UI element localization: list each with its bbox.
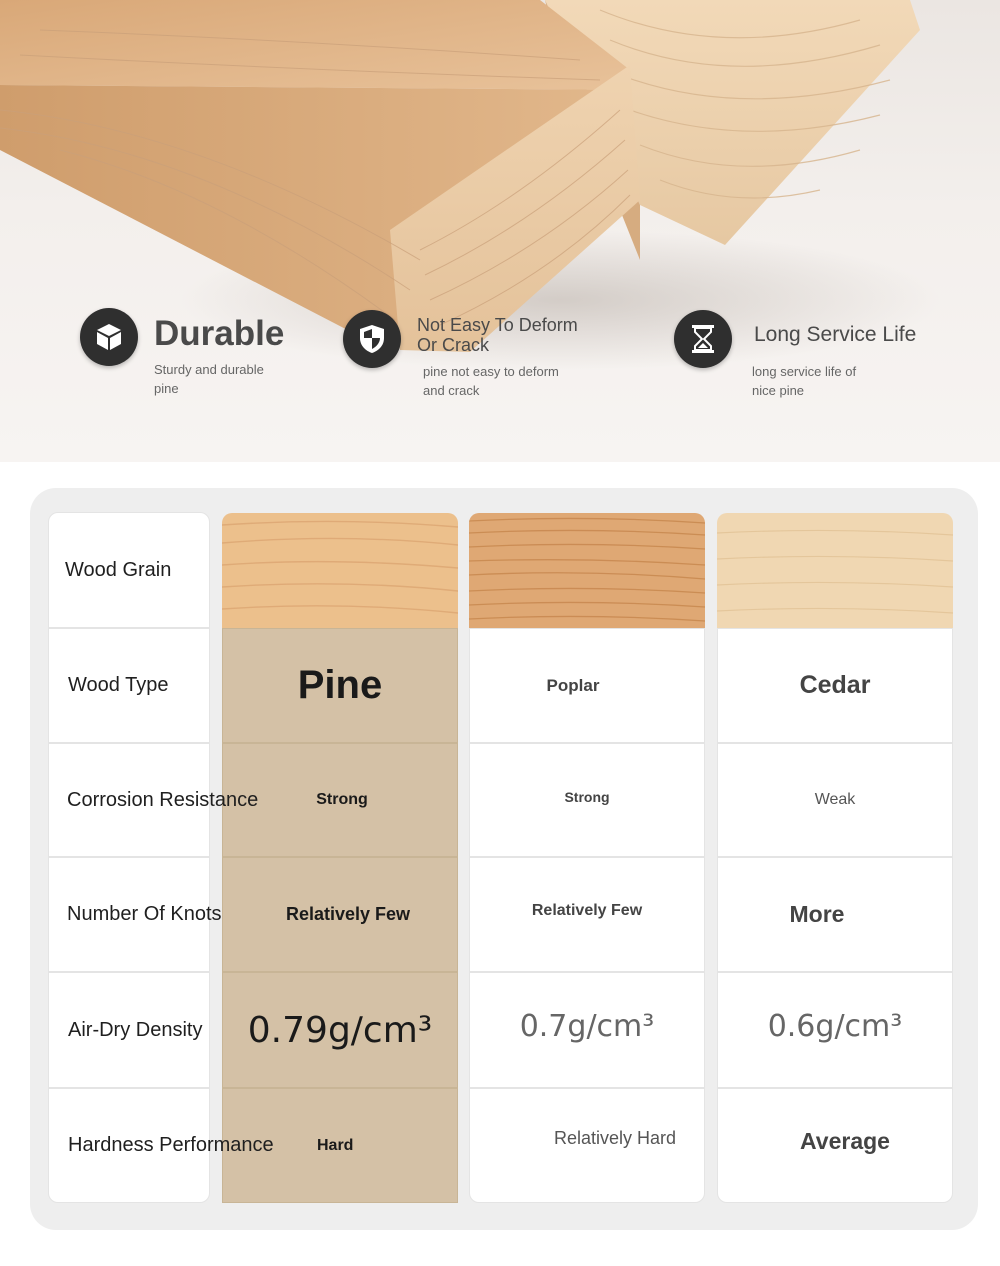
row-label-number-of-knots bbox=[48, 857, 222, 972]
row-label-text: Wood Grain bbox=[65, 558, 172, 581]
hourglass-icon-badge bbox=[674, 310, 732, 368]
pine-density: 0.79g/cm³ bbox=[247, 1009, 433, 1051]
cedar-hardness: Average bbox=[800, 1128, 890, 1154]
pine-type: Pine bbox=[297, 663, 383, 707]
feature-title-line: Not Easy To Deform bbox=[417, 315, 578, 335]
feature-description-line: long service life of bbox=[752, 364, 857, 379]
poplar-grain-swatch bbox=[469, 513, 705, 628]
cedar-corrosion-cell bbox=[717, 743, 953, 857]
poplar-hardness-cell bbox=[469, 1088, 705, 1203]
shield-icon bbox=[357, 323, 387, 355]
poplar-density: 0.7g/cm³ bbox=[519, 1008, 655, 1044]
pine-type-cell bbox=[222, 628, 458, 743]
row-label-corrosion-resistance bbox=[48, 743, 259, 857]
cedar-type: Cedar bbox=[799, 671, 871, 699]
pine-density-cell bbox=[222, 972, 458, 1088]
poplar-knots-cell bbox=[469, 857, 705, 972]
cedar-density: 0.6g/cm³ bbox=[767, 1008, 903, 1044]
hero-banner bbox=[0, 0, 1000, 462]
feature-durable bbox=[80, 308, 300, 408]
row-label-wood-type bbox=[48, 628, 210, 743]
box-icon bbox=[93, 321, 125, 353]
feature-description-line: pine bbox=[154, 381, 179, 396]
row-label-text: Corrosion Resistance bbox=[67, 788, 259, 811]
poplar-density-cell bbox=[469, 972, 705, 1088]
feature-not-easy-to-deform bbox=[343, 310, 643, 410]
feature-description-line: pine not easy to deform bbox=[423, 364, 559, 379]
poplar-knots: Relatively Few bbox=[531, 901, 643, 919]
feature-description-line: Sturdy and durable bbox=[154, 362, 264, 377]
poplar-hardness: Relatively Hard bbox=[553, 1128, 677, 1148]
row-label-text: Air-Dry Density bbox=[68, 1018, 203, 1041]
row-label-text: Number Of Knots bbox=[67, 903, 222, 925]
cedar-knots: More bbox=[789, 901, 845, 927]
feature-description-line: nice pine bbox=[752, 383, 805, 398]
row-label-text: Wood Type bbox=[68, 674, 169, 696]
pine-corrosion: Strong bbox=[316, 791, 368, 808]
feature-long-service-life bbox=[674, 310, 974, 410]
cedar-grain-swatch bbox=[717, 513, 953, 628]
feature-description-line: and crack bbox=[423, 383, 480, 398]
cedar-density-cell bbox=[717, 972, 953, 1088]
cedar-knots-cell bbox=[717, 857, 953, 972]
pine-knots: Relatively Few bbox=[285, 904, 411, 924]
cedar-type-cell bbox=[717, 628, 953, 743]
pine-knots-cell bbox=[222, 857, 458, 972]
poplar-type: Poplar bbox=[546, 675, 600, 695]
feature-title-line: Or Crack bbox=[417, 335, 489, 355]
feature-description bbox=[752, 362, 856, 400]
feature-title: Durable bbox=[154, 314, 285, 353]
row-label-hardness-performance bbox=[48, 1088, 274, 1203]
pine-hardness: Hard bbox=[317, 1136, 354, 1154]
shield-icon-badge bbox=[343, 310, 401, 368]
feature-description bbox=[154, 360, 264, 398]
cedar-hardness-cell bbox=[717, 1088, 953, 1203]
hourglass-icon bbox=[690, 323, 716, 355]
feature-title: Long Service Life bbox=[754, 323, 917, 346]
feature-title bbox=[417, 315, 578, 355]
row-label-air-dry-density bbox=[48, 972, 210, 1088]
poplar-corrosion: Strong bbox=[564, 789, 610, 805]
pine-grain-swatch bbox=[222, 513, 458, 628]
row-label-text: Hardness Performance bbox=[68, 1134, 274, 1156]
feature-description bbox=[423, 362, 559, 400]
cedar-corrosion: Weak bbox=[814, 791, 856, 808]
box-icon-badge bbox=[80, 308, 138, 366]
poplar-corrosion-cell bbox=[469, 743, 705, 857]
row-label-wood-grain bbox=[48, 512, 210, 628]
poplar-type-cell bbox=[469, 628, 705, 743]
